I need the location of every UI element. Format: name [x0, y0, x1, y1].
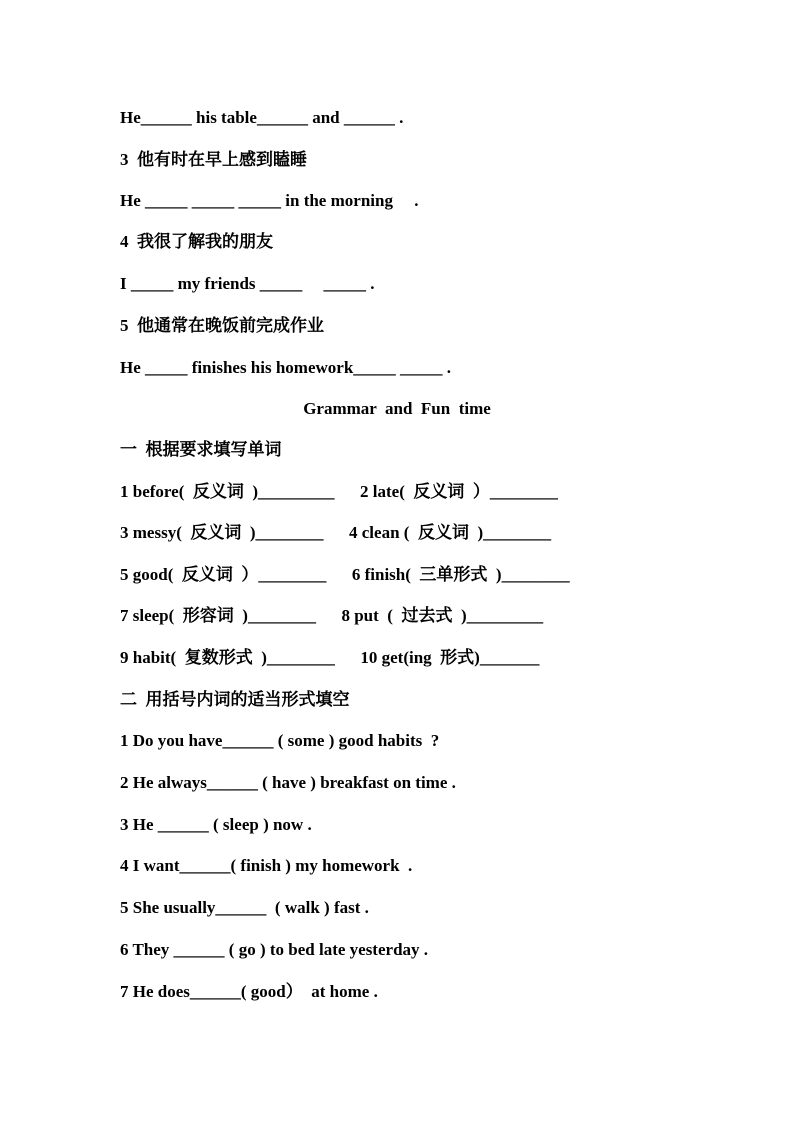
- part1-row-1: 1 before( 反义词 )_________ 2 late( 反义词 ）________: [120, 482, 558, 501]
- part1-row-2: 3 messy( 反义词 )________ 4 clean ( 反义词 )________: [120, 523, 552, 542]
- part2-item-5: 5 She usually______ ( walk ) fast .: [120, 898, 369, 917]
- translation-line-5: He _____ finishes his homework_____ _____ .: [120, 358, 452, 377]
- translation-line-3: He _____ _____ _____ in the morning .: [120, 191, 419, 210]
- translation-line-4: I _____ my friends _____ _____ .: [120, 274, 375, 293]
- part1-row-3: 5 good( 反义词 ）________ 6 finish( 三单形式 )________: [120, 565, 570, 584]
- part2-item-7: 7 He does______( good） at home .: [120, 982, 378, 1001]
- part1-row-5: 9 habit( 复数形式 )________ 10 get(ing 形式)_______: [120, 648, 540, 667]
- part2-item-4: 4 I want______( finish ) my homework .: [120, 856, 413, 875]
- part2-item-3: 3 He ______ ( sleep ) now .: [120, 815, 312, 834]
- part2-heading: 二 用括号内词的适当形式填空: [120, 690, 350, 709]
- translation-question-5: 5 他通常在晚饭前完成作业: [120, 316, 324, 335]
- translation-question-4: 4 我很了解我的朋友: [120, 232, 273, 251]
- part1-row-4: 7 sleep( 形容词 )________ 8 put ( 过去式 )_________: [120, 606, 544, 625]
- part2-item-1: 1 Do you have______ ( some ) good habits ?: [120, 731, 440, 750]
- part2-item-2: 2 He always______ ( have ) breakfast on time .: [120, 773, 456, 792]
- translation-question-3: 3 他有时在早上感到瞌睡: [120, 150, 307, 169]
- section-title: Grammar and Fun time: [303, 399, 491, 418]
- part1-heading: 一 根据要求填写单词: [120, 440, 282, 459]
- part2-item-6: 6 They ______ ( go ) to bed late yesterday .: [120, 940, 429, 959]
- translation-line-1: He______ his table______ and ______ .: [120, 108, 404, 127]
